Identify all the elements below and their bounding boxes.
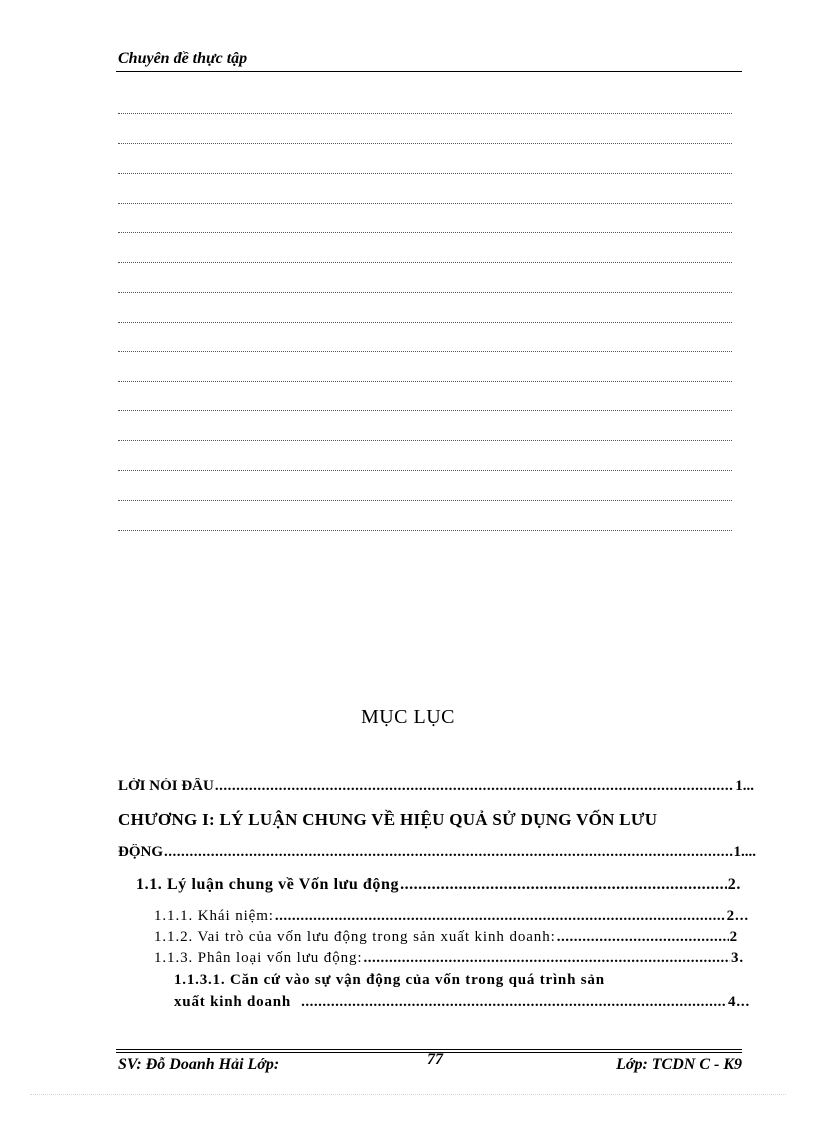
toc-title: MỤC LỤC	[360, 706, 456, 728]
toc-entry-label: xuất kinh doanh	[174, 994, 292, 1010]
header-rule	[116, 71, 742, 72]
dotted-line	[118, 530, 732, 531]
dotted-line	[118, 440, 732, 441]
toc-entry-label: LỜI NÓI ĐẦU	[118, 778, 214, 794]
toc-entry-1-1-1[interactable]: 1.1.1. Khái niệm: ..... 2 ...	[154, 908, 749, 925]
toc-entry-chuong-1[interactable]: CHƯƠNG I: LÝ LUẬN CHUNG VỀ HIỆU QUẢ SỬ DỤNG VỐN LƯU	[118, 810, 658, 829]
toc-entry-loi-noi-dau[interactable]: LỜI NÓI ĐẦU ..... 1 ...	[118, 778, 754, 795]
toc-entry-1-1[interactable]: 1.1. Lý luận chung về Vốn lưu động ..... 2 .	[136, 876, 741, 894]
toc-entry-1-1-2[interactable]	[154, 929, 738, 946]
toc-leader	[363, 950, 729, 967]
dotted-line	[118, 113, 732, 114]
toc-entry-label: 1.1.1. Khái niệm:	[154, 908, 274, 924]
dotted-line	[118, 322, 732, 323]
dotted-line	[118, 173, 732, 174]
toc-entry-page: 1	[735, 778, 743, 794]
toc-entry-page: 3	[730, 950, 740, 966]
toc-entry-dong[interactable]: ĐỘNG ..... 1 ....	[118, 844, 756, 861]
dotted-line	[118, 232, 732, 233]
toc-entry-1-1-3-1-cont[interactable]: xuất kinh doanh ..... 4 ...	[174, 994, 750, 1011]
page-bottom-dotted-line	[30, 1094, 786, 1095]
footer-student: SV: Đỗ Doanh Hải Lớp:	[118, 1056, 280, 1073]
toc-leader	[215, 778, 734, 795]
toc-leader	[301, 994, 727, 1011]
dotted-line	[118, 410, 732, 411]
dotted-line	[118, 292, 732, 293]
dotted-line	[118, 143, 732, 144]
toc-entry-label: ĐỘNG	[118, 844, 163, 860]
toc-entry-label: 1.1.2. Vai trò của vốn lưu động trong sản xuất kinh doanh:	[154, 929, 556, 945]
footer-rule	[116, 1049, 742, 1050]
dotted-line	[118, 470, 732, 471]
page-header-title: Chuyên đề thực tập	[118, 50, 248, 67]
toc-leader	[400, 876, 727, 894]
dotted-line	[118, 351, 732, 352]
toc-entry-page: 2	[727, 876, 737, 893]
footer-page-number: 77	[427, 1051, 443, 1068]
toc-entry-page: 2	[729, 929, 738, 945]
dotted-line	[118, 203, 732, 204]
toc-entry-page: 2	[726, 908, 736, 924]
dotted-line	[118, 262, 732, 263]
toc-entry-1-1-3-1[interactable]: 1.1.3.1. Căn cứ vào sự vận động của vốn trong quá trình sản	[174, 972, 605, 988]
toc-leader	[557, 929, 729, 946]
toc-entry-page: 4	[728, 994, 737, 1010]
dotted-line	[118, 500, 732, 501]
toc-entry-label: 1.1. Lý luận chung về Vốn lưu động	[136, 876, 400, 893]
toc-entry-1-1-3[interactable]: 1.1.3. Phân loại vốn lưu động: ..... 3 .	[154, 950, 744, 967]
toc-entry-label: 1.1.3. Phân loại vốn lưu động:	[154, 950, 363, 966]
toc-leader	[275, 908, 726, 925]
toc-leader	[164, 844, 733, 861]
toc-entry-page: 1	[733, 844, 741, 860]
footer-class: Lớp: TCDN C - K9	[616, 1056, 742, 1073]
dotted-line	[118, 381, 732, 382]
